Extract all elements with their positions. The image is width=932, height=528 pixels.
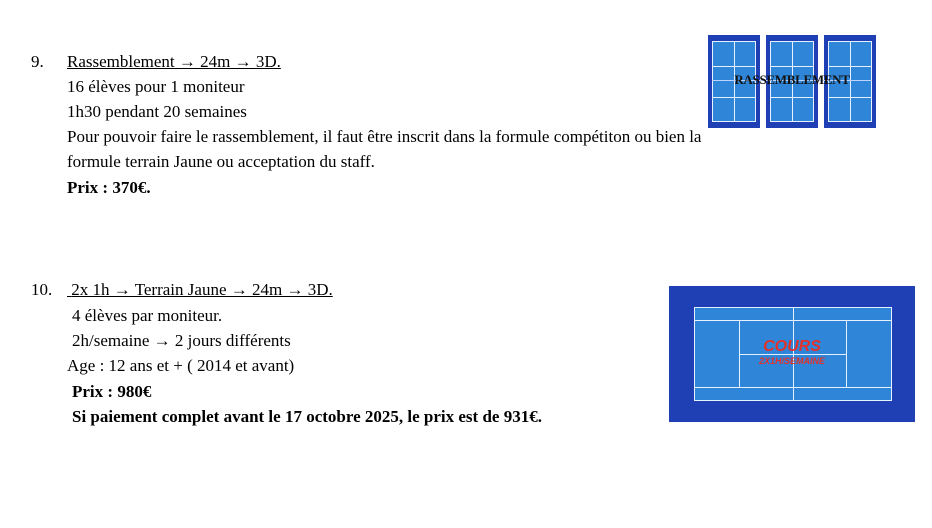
section-9-price: Prix : 370€. <box>67 178 151 197</box>
section-10-line-3: Age : 12 ans et + ( 2014 et avant) <box>67 356 295 375</box>
section-9-line-1: 16 élèves pour 1 moniteur <box>67 77 245 96</box>
item-number-9: 9. <box>31 52 44 71</box>
rassemblement-image-label: RASSEMBLEMENT <box>734 72 850 87</box>
section-10-line-1: 4 élèves par moniteur. <box>72 306 223 325</box>
section-9-heading: Rassemblement → 24m → 3D. <box>67 52 281 71</box>
section-9-line-2: 1h30 pendant 20 semaines <box>67 102 247 121</box>
cours-image-subtitle: 2X1H/SEMAINE <box>758 356 826 366</box>
section-10-price: Prix : 980€ <box>72 382 152 401</box>
section-10-heading-text: 2x 1h → Terrain Jaune → 24m → 3D. <box>71 280 333 299</box>
section-9-line-4: formule terrain Jaune ou acceptation du staff. <box>67 152 375 171</box>
item-number-10: 10. <box>31 280 53 299</box>
section-9-line-3: Pour pouvoir faire le rassemblement, il faut être inscrit dans la formule compétiton ou bien la <box>67 127 702 146</box>
section-10-line-2: 2h/semaine → 2 jours différents <box>72 331 291 350</box>
section-10-heading <box>67 280 333 300</box>
section-10-discount-note: Si paiement complet avant le 17 octobre 2025, le prix est de 931€. <box>72 407 542 426</box>
cours-image-title: COURS <box>763 338 821 355</box>
